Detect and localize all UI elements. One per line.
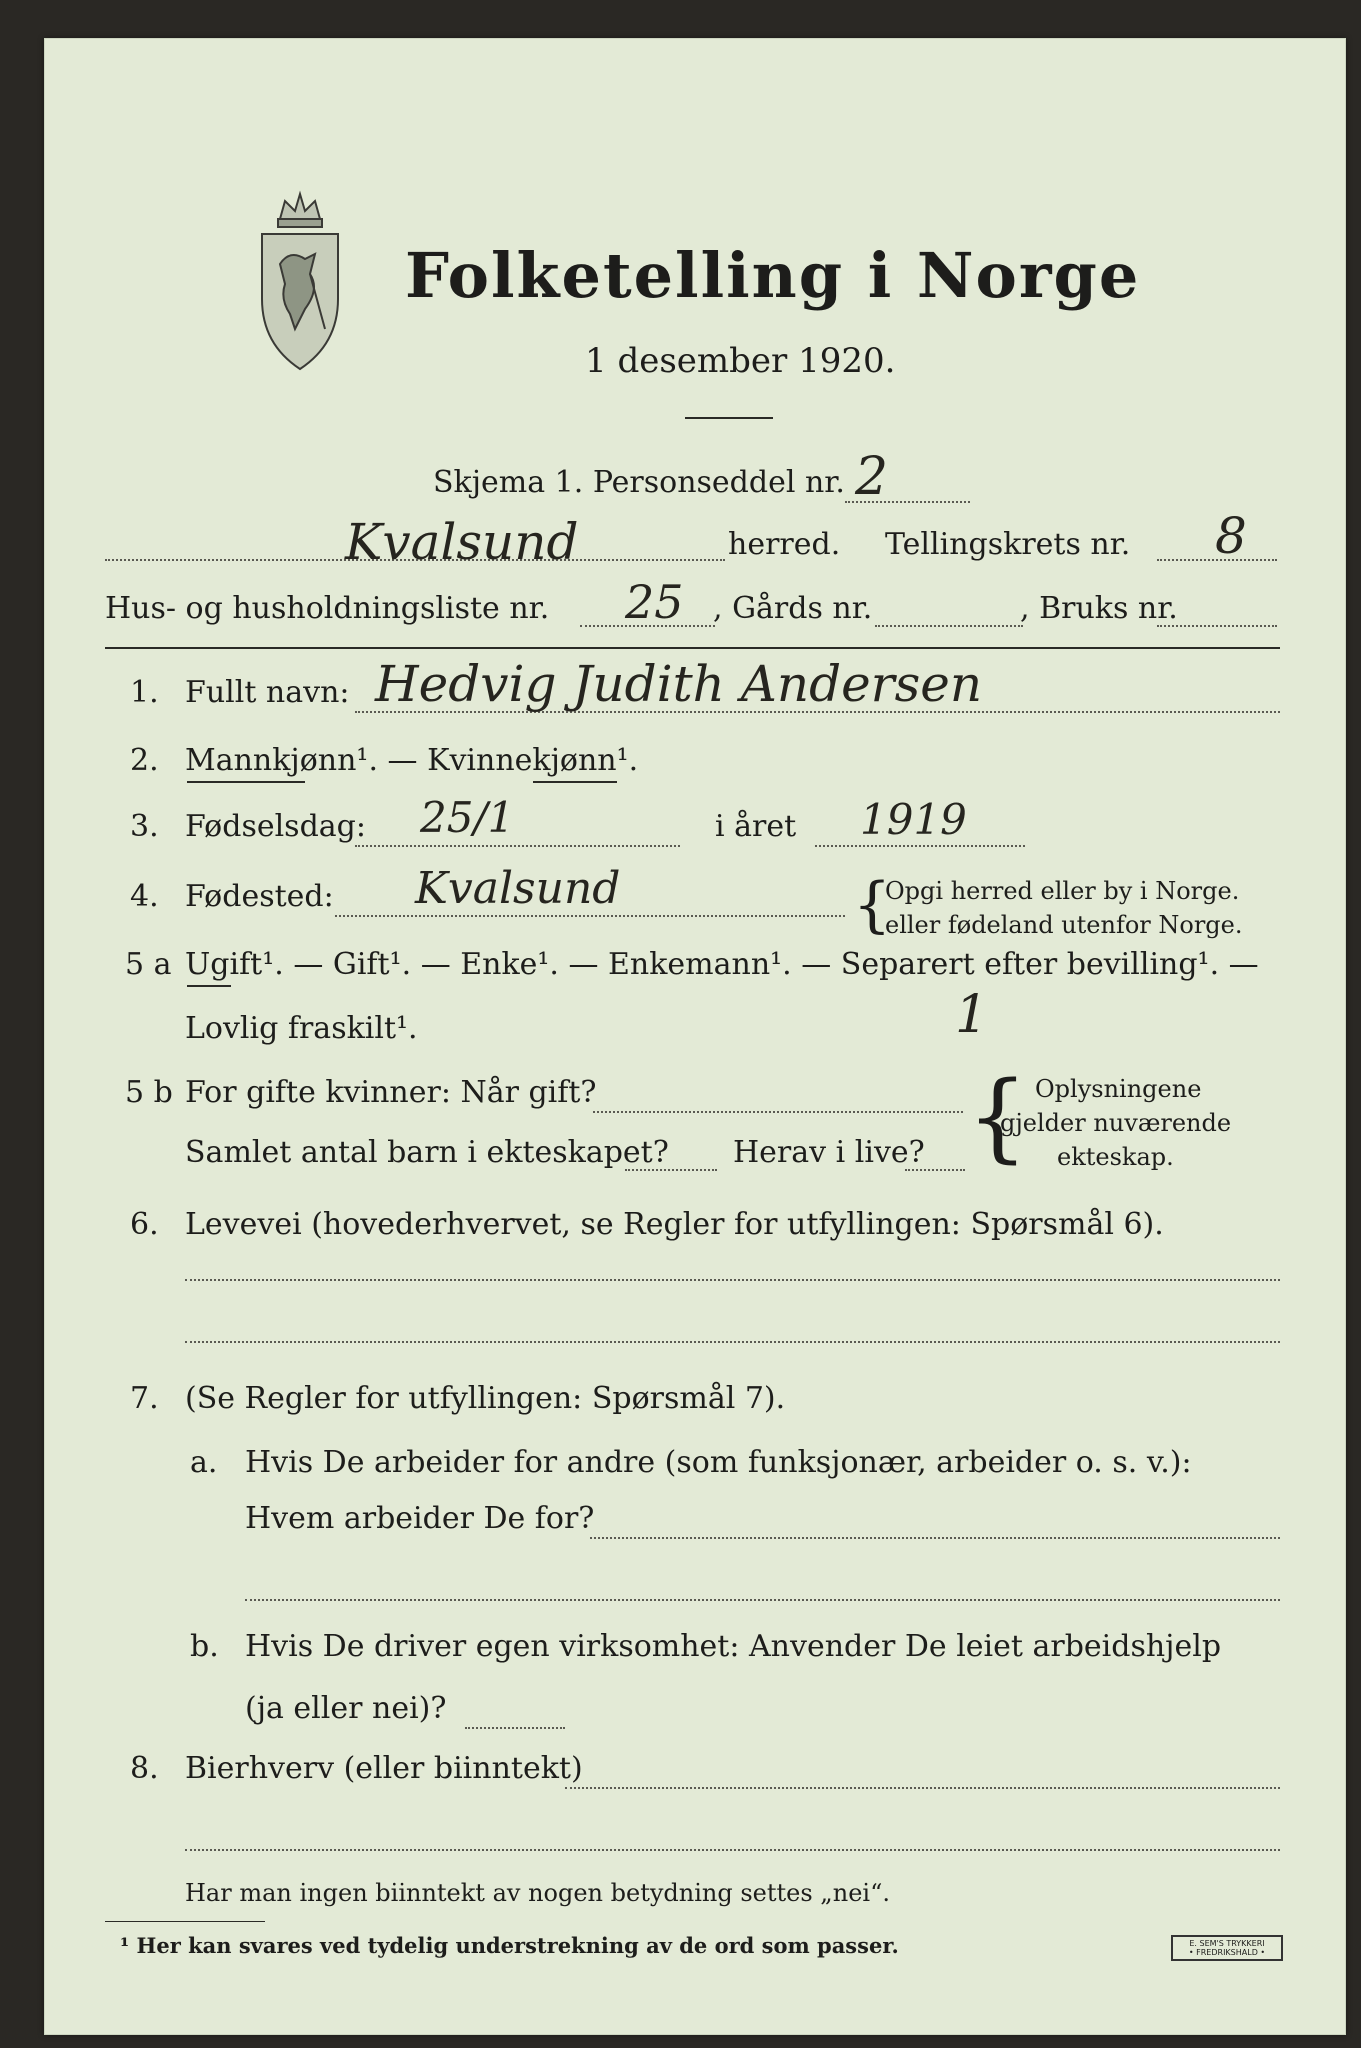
q5a-mark: 1 <box>955 985 989 1045</box>
footnote: ¹ Her kan svares ved tydelig understrekning av de ord som passer. <box>120 1933 899 1958</box>
q4-number: 4. <box>130 879 159 914</box>
q7-text: (Se Regler for utfyllingen: Spørsmål 7). <box>185 1381 786 1416</box>
coat-of-arms-icon <box>250 179 350 379</box>
q4-value: Kvalsund <box>415 863 621 914</box>
q3-value: 25/1 <box>420 793 515 842</box>
gards-label: , Gårds nr. <box>713 591 873 626</box>
q8-field-2 <box>185 1849 1280 1851</box>
q5b-number: 5 b <box>125 1075 173 1110</box>
hus-label: Hus- og husholdningsliste nr. <box>105 591 550 626</box>
q4-label: Fødested: <box>185 879 334 914</box>
q1-value: Hedvig Judith Andersen <box>375 655 983 713</box>
q5b-married-field <box>593 1111 963 1113</box>
q5b-alive-field <box>905 1169 965 1171</box>
q5a-text: Ugift¹. — Gift¹. — Enke¹. — Enkemann¹. — Separert efter bevilling¹. — <box>185 947 1259 982</box>
tellingskrets-value: 8 <box>1215 507 1247 565</box>
q5b-note-1: Oplysningene <box>1035 1075 1202 1103</box>
printer-stamp-line-2: • FREDRIKSHALD • <box>1188 1948 1266 1957</box>
gards-field <box>875 625 1023 627</box>
census-form-sheet <box>44 38 1346 2035</box>
q4-field <box>335 915 845 917</box>
q3-year-label: i året <box>715 809 797 844</box>
q4-note-1: Opgi herred eller by i Norge. <box>885 877 1240 905</box>
q7b-letter: b. <box>190 1629 219 1664</box>
q5b-note-2: gjelder nuværende <box>1000 1109 1232 1137</box>
q3-label: Fødselsdag: <box>185 809 366 844</box>
q5a-number: 5 a <box>125 947 172 982</box>
q5b-text-2: Samlet antal barn i ekteskapet? <box>185 1135 669 1170</box>
q8-field-1 <box>565 1787 1280 1789</box>
q3-field <box>355 845 680 847</box>
q8-text: Bierhverv (eller biinntekt) <box>185 1751 583 1786</box>
q7a-text: Hvis De arbeider for andre (som funksjonær, arbeider o. s. v.): <box>245 1445 1192 1480</box>
header-rule <box>105 647 1280 649</box>
q6-field-2 <box>185 1341 1280 1343</box>
q3-number: 3. <box>130 809 159 844</box>
q5b-note-brace: { <box>967 1061 1029 1173</box>
q1-label: Fullt navn: <box>185 675 350 710</box>
printer-stamp <box>1171 1935 1283 1961</box>
q7b-field <box>465 1727 565 1729</box>
q6-text: Levevei (hovederhvervet, se Regler for utfyllingen: Spørsmål 6). <box>185 1207 1164 1242</box>
biinntekt-note: Har man ingen biinntekt av nogen betydning settes „nei“. <box>185 1879 890 1907</box>
q5b-text: For gifte kvinner: Når gift? <box>185 1075 597 1110</box>
q6-field-1 <box>185 1279 1280 1281</box>
printer-stamp-line-1: E. SEM'S TRYKKERI <box>1189 1939 1265 1948</box>
q5a-underline-ugift <box>187 985 231 987</box>
q8-number: 8. <box>130 1751 159 1786</box>
hus-value: 25 <box>625 575 684 629</box>
q1-number: 1. <box>130 675 159 710</box>
q7a-field-1 <box>590 1537 1280 1539</box>
q2-number: 2. <box>130 743 159 778</box>
q4-note-brace: { <box>853 870 892 940</box>
q7-number: 7. <box>130 1381 159 1416</box>
q3-year-value: 1919 <box>860 795 967 844</box>
q7a-letter: a. <box>190 1445 218 1480</box>
tellingskrets-label: Tellingskrets nr. <box>885 527 1131 562</box>
footnote-rule <box>105 1921 265 1922</box>
skjema-label: Skjema 1. Personseddel nr. <box>433 465 845 500</box>
personseddel-field <box>845 501 970 503</box>
q7b-text-2: (ja eller nei)? <box>245 1691 447 1726</box>
q2-text: Mannkjønn¹. — Kvinnekjønn¹. <box>185 743 639 778</box>
title-divider <box>685 417 773 419</box>
q7a-field-2 <box>245 1599 1280 1601</box>
q5b-children-field <box>625 1169 717 1171</box>
q6-number: 6. <box>130 1207 159 1242</box>
q5b-note-3: ekteskap. <box>1057 1143 1174 1171</box>
q2-underline-mann <box>187 781 305 783</box>
form-date: 1 desember 1920. <box>585 341 896 381</box>
q5a-text-2: Lovlig fraskilt¹. <box>185 1011 418 1046</box>
form-title: Folketelling i Norge <box>405 239 1141 312</box>
bruks-label: , Bruks nr. <box>1020 591 1178 626</box>
herred-label: herred. <box>728 527 841 562</box>
herred-value: Kvalsund <box>345 513 579 571</box>
bruks-field <box>1157 625 1277 627</box>
q2-underline-kvinne <box>533 781 617 783</box>
q5b-text-3: Herav i live? <box>733 1135 925 1170</box>
q7b-text: Hvis De driver egen virksomhet: Anvender De leiet arbeidshjelp <box>245 1629 1222 1664</box>
q3-year-field <box>815 845 1025 847</box>
q7a-text-2: Hvem arbeider De for? <box>245 1501 595 1536</box>
q4-note-2: eller fødeland utenfor Norge. <box>885 911 1243 939</box>
personseddel-value: 2 <box>855 447 889 507</box>
